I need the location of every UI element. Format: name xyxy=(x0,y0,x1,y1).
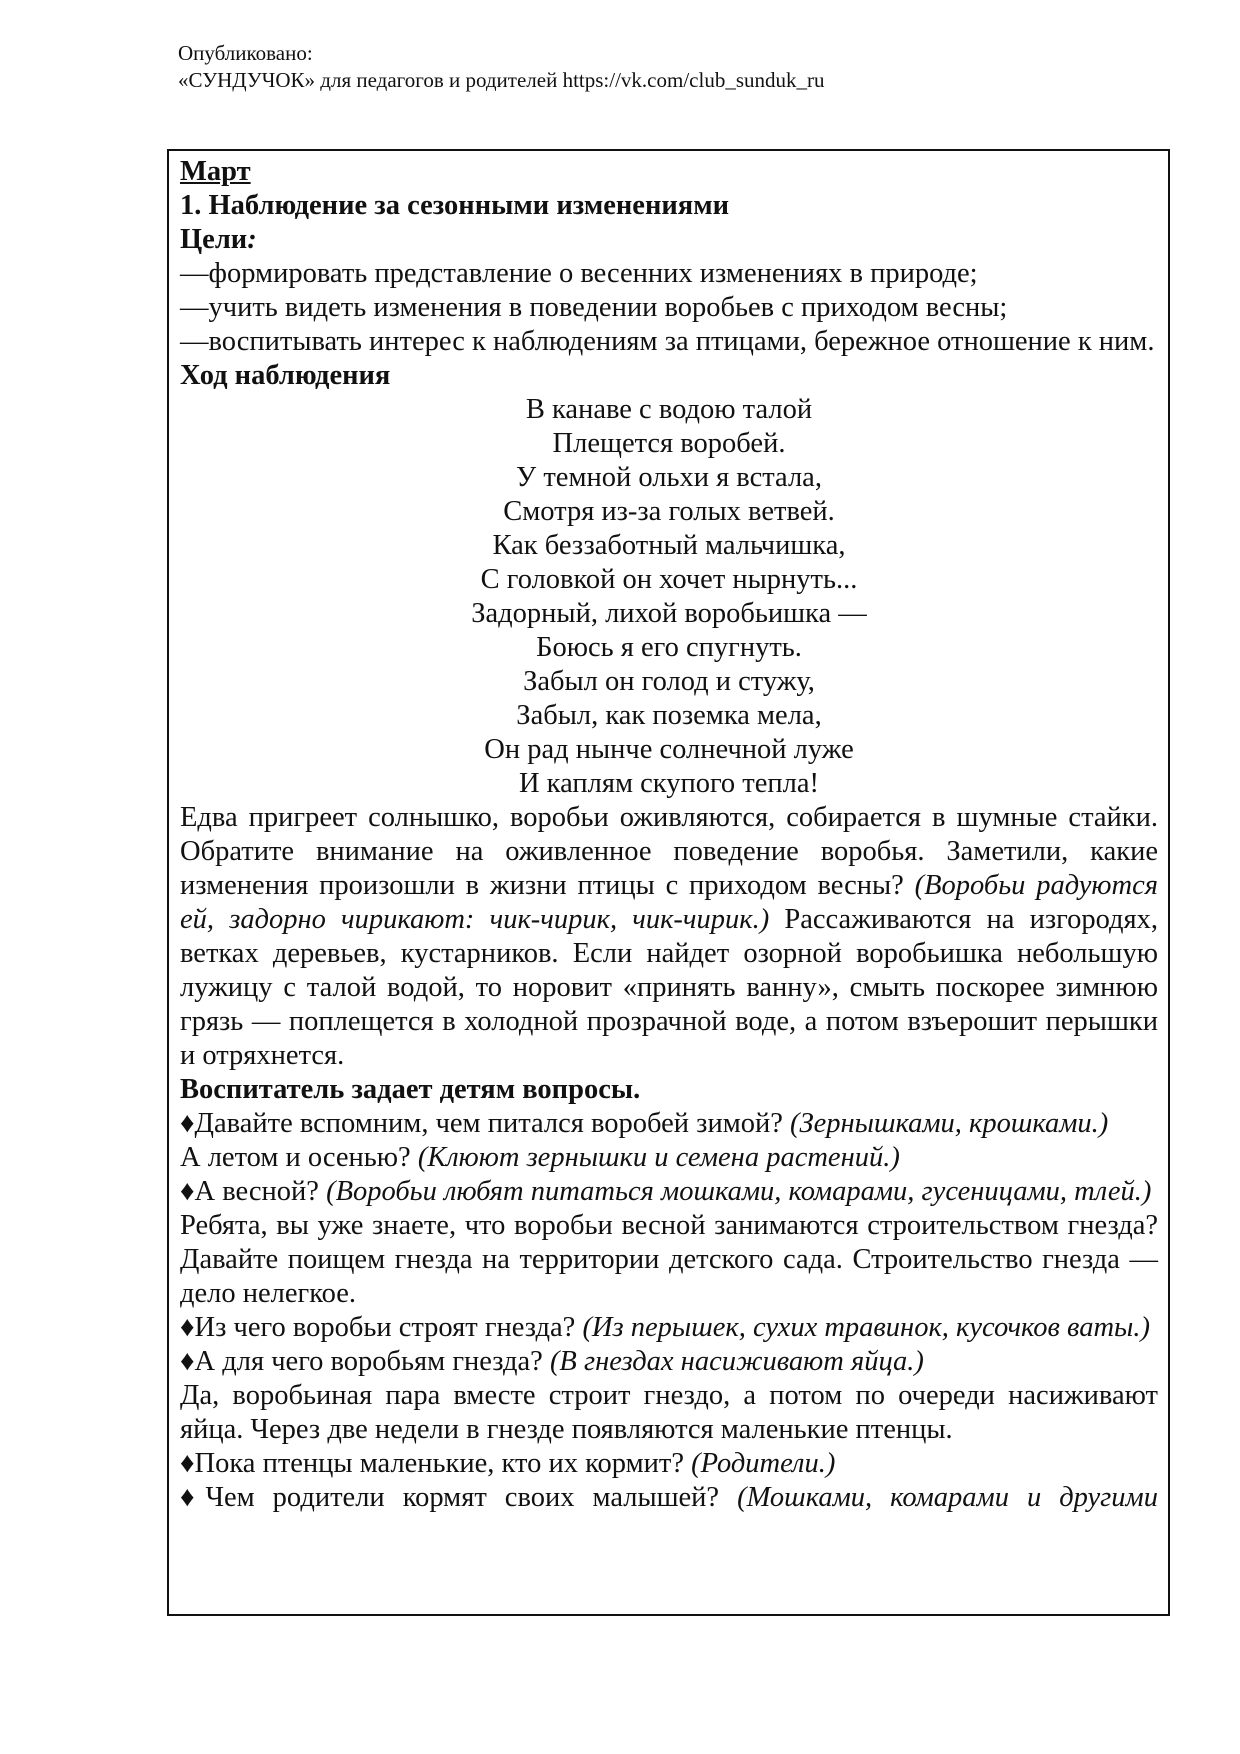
text-segment: Да, воробьиная пара вместе строит гнездо, а потом по очереди насиживают яйца. Через две недели в гнезде появляются маленькие птенцы. xyxy=(180,1380,1158,1445)
text-segment: —учить видеть изменения в поведении воробьев с приходом весны; xyxy=(180,292,1008,323)
questions-heading xyxy=(180,1073,1158,1107)
question xyxy=(180,1311,1158,1345)
month-heading xyxy=(180,155,1158,189)
text-segment: Плещется воробей. xyxy=(552,428,786,459)
paragraph xyxy=(180,1209,1158,1311)
text-segment: ♦А для чего воробьям гнезда? xyxy=(180,1346,550,1377)
text-segment: Смотря из-за голых ветвей. xyxy=(503,496,835,527)
poem-line xyxy=(180,665,1158,699)
poem-line xyxy=(180,767,1158,801)
text-segment: 1. Наблюдение за сезонными изменениями xyxy=(180,190,730,221)
goal-item xyxy=(180,257,1158,291)
text-segment: И каплям скупого тепла! xyxy=(518,768,820,799)
question xyxy=(180,1141,1158,1175)
text-segment: ♦А весной? xyxy=(180,1176,327,1207)
goal-item xyxy=(180,325,1158,359)
text-segment: Забыл он голод и стужу, xyxy=(523,666,815,697)
text-segment: Март xyxy=(180,156,251,187)
paragraph xyxy=(180,801,1158,1073)
text-segment: Ход наблюдения xyxy=(180,360,391,391)
poem-line xyxy=(180,495,1158,529)
answer-text: (Воробьи радуются ей, задорно чирикают: чик-чирик, чик-чирик.) xyxy=(180,870,1159,935)
goals-heading xyxy=(180,223,1158,257)
question xyxy=(180,1175,1158,1209)
poem-line xyxy=(180,733,1158,767)
section-title xyxy=(180,189,1158,223)
publication-header xyxy=(178,40,825,94)
text-segment: Цели xyxy=(180,224,248,255)
publisher-line: «СУНДУЧОК» для педагогов и родителей https://vk.com/club_sunduk_ru xyxy=(178,68,825,92)
text-segment: Воспитатель задает детям вопросы. xyxy=(180,1074,641,1105)
answer-text: (Из перышек, сухих травинок, кусочков ваты.) xyxy=(582,1312,1150,1343)
text-segment: Рассаживаются на изгородях, ветках деревьев, кустарников. Если найдет озорной воробьишка небольшую лужицу с талой водой, то норовит «принять ванну», смыть поскорее зимнюю грязь — поплещется в холодной прозрачной воде, а потом взъерошит перышки и отряхнется. xyxy=(180,904,1158,1071)
text-segment: Едва пригреет солнышко, воробьи оживляются, собирается в шумные стайки. Обратите внимание на оживленное поведение воробья. Заметили, какие изменения произошли в жизни птицы с приходом весны? xyxy=(180,802,1158,901)
question xyxy=(180,1447,1158,1481)
answer-text: : xyxy=(247,224,257,255)
poem-line xyxy=(180,631,1158,665)
poem-line xyxy=(180,563,1158,597)
poem-line xyxy=(180,597,1158,631)
text-segment: У темной ольхи я встала, xyxy=(516,462,822,493)
text-segment: В канаве с водою талой xyxy=(525,394,813,425)
text-segment: ♦Пока птенцы маленькие, кто их кормит? xyxy=(180,1448,692,1479)
goal-item xyxy=(180,291,1158,325)
poem-line xyxy=(180,529,1158,563)
question xyxy=(180,1345,1158,1379)
answer-text: (Родители.) xyxy=(691,1448,836,1479)
text-segment: ♦Из чего воробьи строят гнезда? xyxy=(180,1312,583,1343)
text-segment: Задорный, лихой воробьишка — xyxy=(471,598,867,629)
published-label: Опубликовано: xyxy=(178,41,313,65)
text-segment: С головкой он хочет нырнуть... xyxy=(480,564,858,595)
poem-line xyxy=(180,427,1158,461)
text-segment: А летом и осенью? xyxy=(180,1142,418,1173)
text-segment: ♦Чем родители кормят своих малышей? xyxy=(180,1482,738,1513)
text-segment: —воспитывать интерес к наблюдениям за птицами, бережное отношение к ним. xyxy=(180,326,1155,357)
paragraph xyxy=(180,1379,1158,1447)
text-segment: Ребята, вы уже знаете, что воробьи весной занимаются строительством гнезда? Давайте поищем гнезда на территории детского сада. Строительство гнезда — дело нелегкое. xyxy=(180,1210,1158,1309)
answer-text: (Клюют зернышки и семена растений.) xyxy=(417,1142,900,1173)
question xyxy=(180,1107,1158,1141)
text-segment: —формировать представление о весенних изменениях в природе; xyxy=(180,258,978,289)
text-segment: Забыл, как поземка мела, xyxy=(516,700,822,731)
answer-text: (Воробьи любят питаться мошками, комарами, гусеницами, тлей.) xyxy=(326,1176,1152,1207)
text-segment: Он рад нынче солнечной луже xyxy=(484,734,854,765)
text-segment: ♦Давайте вспомним, чем питался воробей зимой? xyxy=(180,1108,791,1139)
text-segment: Боюсь я его спугнуть. xyxy=(536,632,802,663)
poem-line xyxy=(180,699,1158,733)
observation-heading xyxy=(180,359,1158,393)
content-frame xyxy=(167,149,1170,1616)
answer-text: (Зернышками, крошками.) xyxy=(790,1108,1109,1139)
text-segment: Как беззаботный мальчишка, xyxy=(492,530,846,561)
answer-text: (В гнездах насиживают яйца.) xyxy=(549,1346,924,1377)
poem-line xyxy=(180,393,1158,427)
question xyxy=(180,1481,1158,1515)
answer-text: (Мошками, комарами и другими xyxy=(737,1482,1158,1513)
poem-line xyxy=(180,461,1158,495)
